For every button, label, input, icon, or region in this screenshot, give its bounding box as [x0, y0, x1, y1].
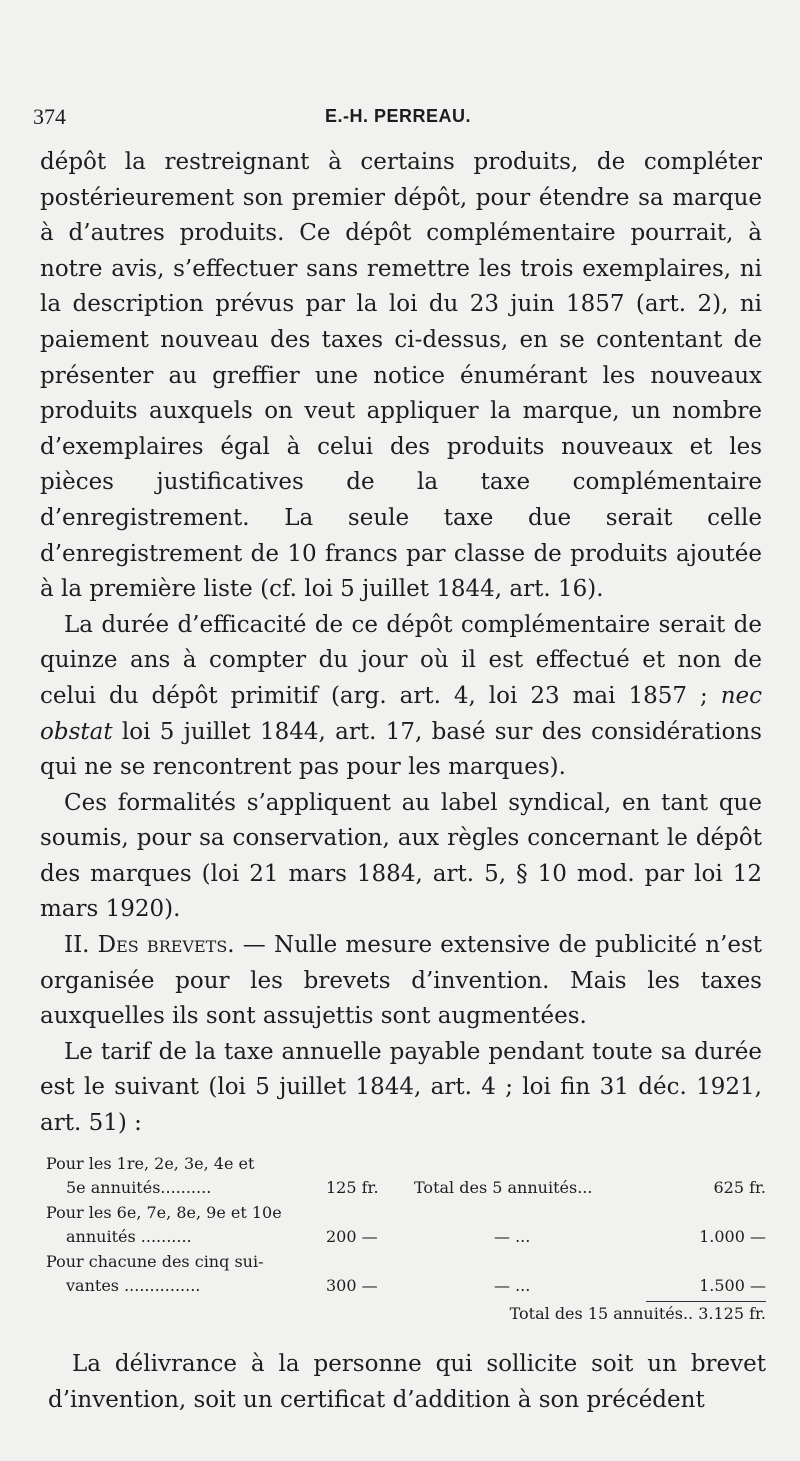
row-total: 1.500 —: [699, 1275, 766, 1295]
row-label: Pour les 6e, 7e, 8e, 9e et 10e: [46, 1202, 282, 1222]
row-label: Pour les 1re, 2e, 3e, 4e et: [46, 1154, 255, 1173]
paragraph-4-text: — Nulle mesure extensive de publicité n’est organisée pour les brevets d’invention. Mais les taxes auxquelles ils sont assujettis sont augmentées.: [40, 932, 762, 1030]
grand-total: Total des 15 annuités.. 3.125 fr.: [509, 1304, 766, 1324]
table-row: [46, 1176, 768, 1200]
final-paragraph: La délivrance à la personne qui sollicite soit un brevet d’invention, soit un certificat d’addition à son précédent: [48, 1351, 766, 1413]
row-desc: — ...: [494, 1227, 531, 1247]
table-row: [46, 1152, 768, 1176]
paragraph-3: Ces formalités s’appliquent au label syndical, en tant que soumis, pour sa conservation, aux règles concernant le dépôt des marques (loi 21 mars 1884, art. 5, § 10 mod. par loi 12 mars 1920).: [40, 789, 762, 923]
table-row: [46, 1201, 768, 1225]
latin-phrase: nec obstat: [40, 682, 762, 745]
grand-total-row: [46, 1302, 768, 1326]
row-amount: 125 fr.: [326, 1178, 379, 1198]
row-label: vantes ...............: [66, 1275, 201, 1295]
section-number: II.: [64, 932, 90, 959]
paragraph-5: Le tarif de la taxe annuelle payable pendant toute sa durée est le suivant (loi 5 juillet 1844, art. 4 ; loi fin 31 déc. 1921, art. 51) :: [40, 1038, 762, 1137]
paragraph-4: [40, 928, 762, 1035]
page-header: [33, 104, 763, 136]
row-amount: 300 —: [326, 1275, 378, 1295]
running-head: E.-H. PERREAU.: [324, 106, 472, 126]
row-desc: — ...: [494, 1275, 531, 1295]
paragraph-2-text-a: La durée d’efficacité de ce dépôt complémentaire serait de quinze ans à compter du jour où il est effectué et non de celui du dépôt primitif (arg. art. 4, loi 23 mai 1857 ;: [40, 611, 762, 709]
body-text: [40, 145, 762, 1142]
row-label: Pour chacune des cinq sui-: [46, 1251, 264, 1271]
row-label: annuités ..........: [66, 1227, 192, 1247]
paragraph-1: dépôt la restreignant à certains produits, de compléter postérieurement son premier dépôt, pour étendre sa marque à d’autres produits. Ce dépôt complémentaire pourrait, à notre avis, s’effectuer sans remettre les trois exemplaires, ni la description prévus par la loi du 23 juin 1857 (art. 2), ni paiement nouveau des taxes ci-dessus, en se contentant de présenter au greffier une notice énumérant les nouveaux produits auxquels on veut appliquer la marque, un nombre d’exemplaires égal à celui des produits nouveaux et les pièces justificatives de la taxe complémentaire d’enregistrement. La seule taxe due serait celle d’enregistrement de 10 francs par classe de produits ajoutée à la première liste (cf. loi 5 juillet 1844, art. 16).: [40, 149, 762, 603]
paragraph-2-text-b: loi 5 juillet 1844, art. 17, basé sur des considérations qui ne se rencontrent pas pour les marques).: [40, 718, 762, 781]
page-number: 374: [33, 104, 66, 129]
final-paragraph-block: [48, 1347, 766, 1418]
paragraph-2: [40, 608, 762, 786]
section-title: Des brevets.: [97, 932, 235, 959]
row-total: 625 fr.: [713, 1178, 766, 1198]
tariff-table: [46, 1152, 768, 1327]
row-label: 5e annuités..........: [66, 1178, 212, 1198]
table-row: [46, 1225, 768, 1249]
table-row: [46, 1274, 768, 1298]
row-total: 1.000 —: [699, 1227, 766, 1247]
table-row: [46, 1250, 768, 1274]
row-desc: Total des 5 annuités...: [414, 1178, 593, 1198]
row-amount: 200 —: [326, 1227, 378, 1247]
